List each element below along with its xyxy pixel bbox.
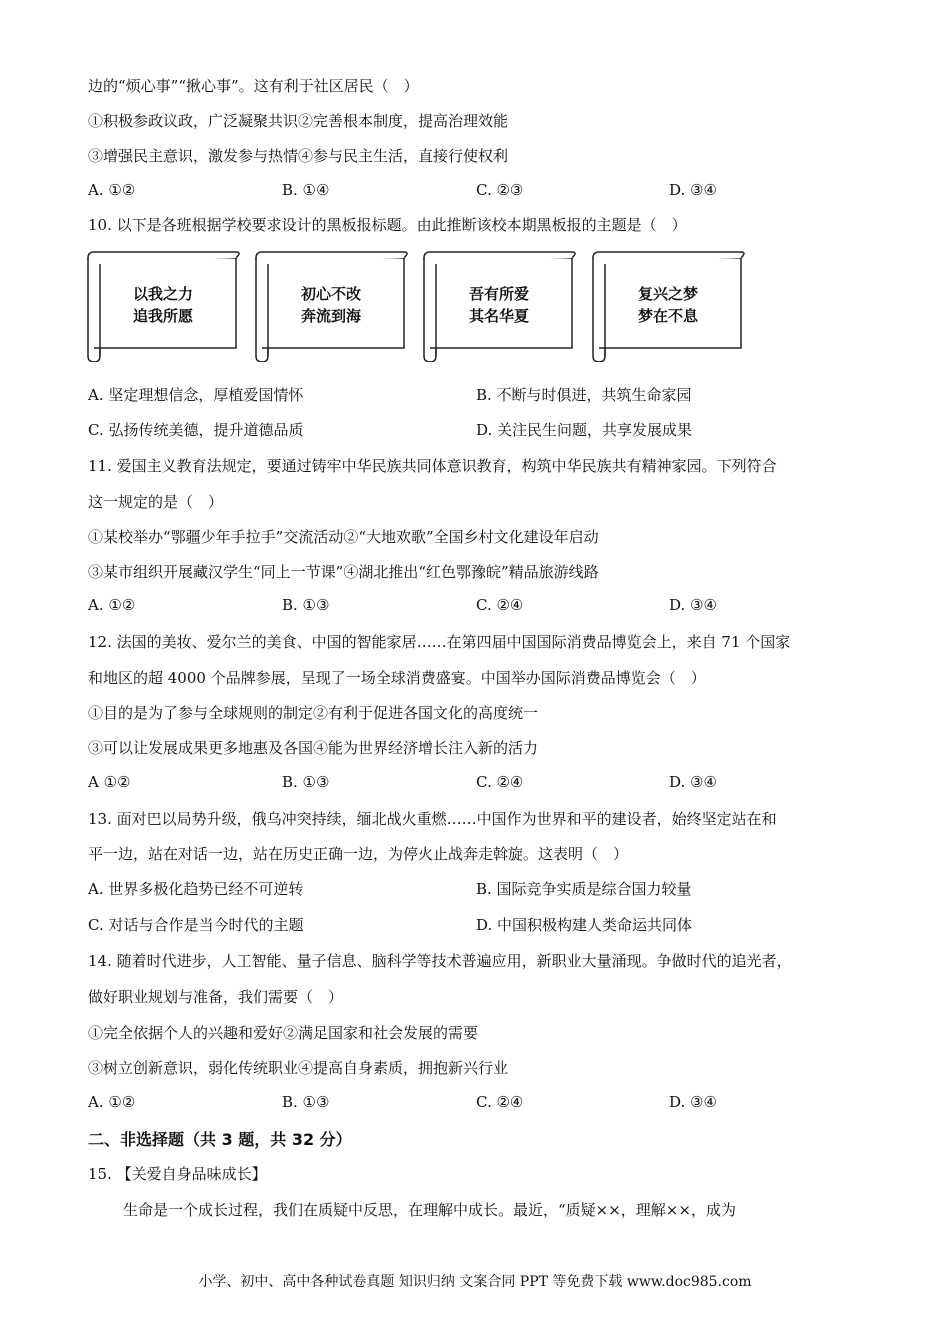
scroll-3-line-2: 其名华夏	[468, 307, 529, 325]
q12-stem-1: 12. 法国的美妆、爱尔兰的美食、中国的智能家居……在第四届中国国际消费品博览会上，来自 71 个国家	[88, 633, 791, 651]
page-footer: 小学、初中、高中各种试卷真题 知识归纳 文案合同 PPT 等免费下载 www.doc985.com	[198, 1274, 752, 1290]
q14-statement-2: ③树立创新意识，弱化传统职业④提高自身素质，拥抱新兴行业	[88, 1059, 509, 1077]
scroll-2-line-1: 初心不改	[300, 285, 361, 303]
q12-statement-1: ①目的是为了参与全球规则的制定②有利于促进各国文化的高度统一	[88, 704, 539, 722]
q14-stem-1: 14. 随着时代进步，人工智能、量子信息、脑科学等技术普遍应用，新职业大量涌现。争做时代的追光者，	[88, 952, 792, 970]
q12-option-b: B. ①③	[282, 773, 330, 791]
blackboard-scroll-1	[86, 250, 240, 362]
q15-title: 15. 【关爱自身品味成长】	[88, 1165, 267, 1183]
q11-stem-2: 这一规定的是（ ）	[88, 493, 224, 511]
q14-option-b: B. ①③	[282, 1093, 330, 1111]
blackboard-scroll-2	[254, 250, 408, 362]
scroll-1-line-2: 追我所愿	[132, 307, 193, 325]
blackboard-scroll-3	[422, 250, 576, 362]
q14-statement-1: ①完全依据个人的兴趣和爱好②满足国家和社会发展的需要	[88, 1024, 479, 1042]
q11-option-c: C. ②④	[476, 596, 524, 614]
scroll-4-line-1: 复兴之梦	[637, 285, 698, 303]
q14-option-a: A. ①②	[88, 1093, 136, 1111]
q13-option-a: A. 世界多极化趋势已经不可逆转	[88, 880, 304, 898]
q12-option-c: C. ②④	[476, 773, 524, 791]
q9-statement-1: ①积极参政议政，广泛凝聚共识②完善根本制度，提高治理效能	[88, 112, 509, 130]
q9-option-d: D. ③④	[669, 181, 717, 199]
q9-statement-2: ③增强民主意识，激发参与热情④参与民主生活，直接行使权利	[88, 147, 509, 165]
q9-stem-tail: 边的“烦心事”“揪心事”。这有利于社区居民（ ）	[88, 77, 419, 95]
q14-option-c: C. ②④	[476, 1093, 524, 1111]
scroll-4-line-2: 梦在不息	[637, 307, 698, 325]
q14-option-d: D. ③④	[669, 1093, 717, 1111]
scroll-1-line-1: 以我之力	[132, 285, 193, 303]
q11-statement-1: ①某校举办“鄂疆少年手拉手”交流活动②“大地欢歌”全国乡村文化建设年启动	[88, 528, 599, 546]
q11-stem-1: 11. 爱国主义教育法规定，要通过铸牢中华民族共同体意识教育，构筑中华民族共有精神家园。下列符合	[88, 457, 777, 475]
q9-option-c: C. ②③	[476, 181, 524, 199]
q13-option-d: D. 中国积极构建人类命运共同体	[476, 916, 693, 934]
q12-option-d: D. ③④	[669, 773, 717, 791]
q13-option-c: C. 对话与合作是当今时代的主题	[88, 916, 304, 934]
q10-option-b: B. 不断与时俱进，共筑生命家园	[476, 386, 692, 404]
q11-option-a: A. ①②	[88, 596, 136, 614]
q13-stem-1: 13. 面对巴以局势升级，俄乌冲突持续，缅北战火重燃……中国作为世界和平的建设者，始终坚定站在和	[88, 810, 777, 828]
section-heading: 二、非选择题（共 3 题，共 32 分）	[88, 1130, 352, 1149]
scroll-2-line-2: 奔流到海	[300, 307, 361, 325]
q11-option-b: B. ①③	[282, 596, 330, 614]
q14-stem-2: 做好职业规划与准备，我们需要（ ）	[88, 988, 344, 1006]
q10-stem: 10. 以下是各班根据学校要求设计的黑板报标题。由此推断该校本期黑板报的主题是（ ）	[88, 216, 687, 234]
q10-option-d: D. 关注民生问题，共享发展成果	[476, 421, 693, 439]
q12-statement-2: ③可以让发展成果更多地惠及各国④能为世界经济增长注入新的活力	[88, 739, 539, 757]
q12-stem-2: 和地区的超 4000 个品牌参展，呈现了一场全球消费盛宴。中国举办国际消费品博览会（ ）	[88, 669, 706, 687]
q11-option-d: D. ③④	[669, 596, 717, 614]
blackboard-scroll-4	[591, 250, 745, 362]
q13-stem-2: 平一边，站在对话一边，站在历史正确一边，为停火止战奔走斡旋。这表明（ ）	[88, 845, 629, 863]
q12-option-a: A ①②	[88, 773, 131, 791]
q15-paragraph: 生命是一个成长过程，我们在质疑中反思，在理解中成长。最近，“质疑××，理解××，成为	[123, 1201, 736, 1219]
q10-option-a: A. 坚定理想信念，厚植爱国情怀	[88, 386, 304, 404]
q9-option-a: A. ①②	[88, 181, 136, 199]
scroll-3-line-1: 吾有所爱	[468, 285, 529, 303]
q13-option-b: B. 国际竞争实质是综合国力较量	[476, 880, 692, 898]
q9-option-b: B. ①④	[282, 181, 330, 199]
q11-statement-2: ③某市组织开展藏汉学生“同上一节课”④湖北推出“红色鄂豫皖”精品旅游线路	[88, 563, 599, 581]
q10-option-c: C. 弘扬传统美德，提升道德品质	[88, 421, 304, 439]
